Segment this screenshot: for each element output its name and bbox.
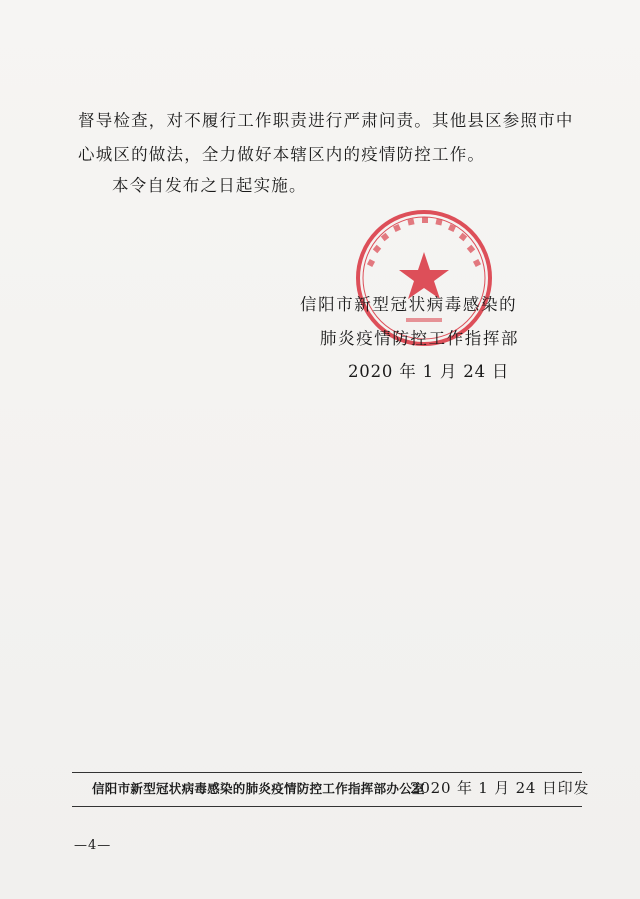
footer-issuer: 信阳市新型冠状病毒感染的肺炎疫情防控工作指挥部办公室 — [92, 781, 425, 796]
effective-statement: 本令自发布之日起实施。 — [112, 176, 307, 195]
body-line-2: 心城区的做法，全力做好本辖区内的疫情防控工作。 — [78, 145, 486, 164]
signature-date: 2020 年 1 月 24 日 — [348, 362, 510, 381]
signature-org-line-2: 肺炎疫情防控工作指挥部 — [320, 329, 520, 348]
page-number: —4— — [74, 838, 112, 853]
footer-rule-bottom — [72, 806, 582, 807]
body-line-1: 督导检查，对不履行工作职责进行严肃问责。其他县区参照市中 — [78, 111, 574, 130]
footer-rule-top — [72, 772, 582, 773]
footer-issue-date: 2020 年 1 月 24 日印发 — [410, 779, 590, 797]
document-body — [78, 104, 583, 172]
signature-org-line-1: 信阳市新型冠状病毒感染的 — [300, 295, 518, 314]
